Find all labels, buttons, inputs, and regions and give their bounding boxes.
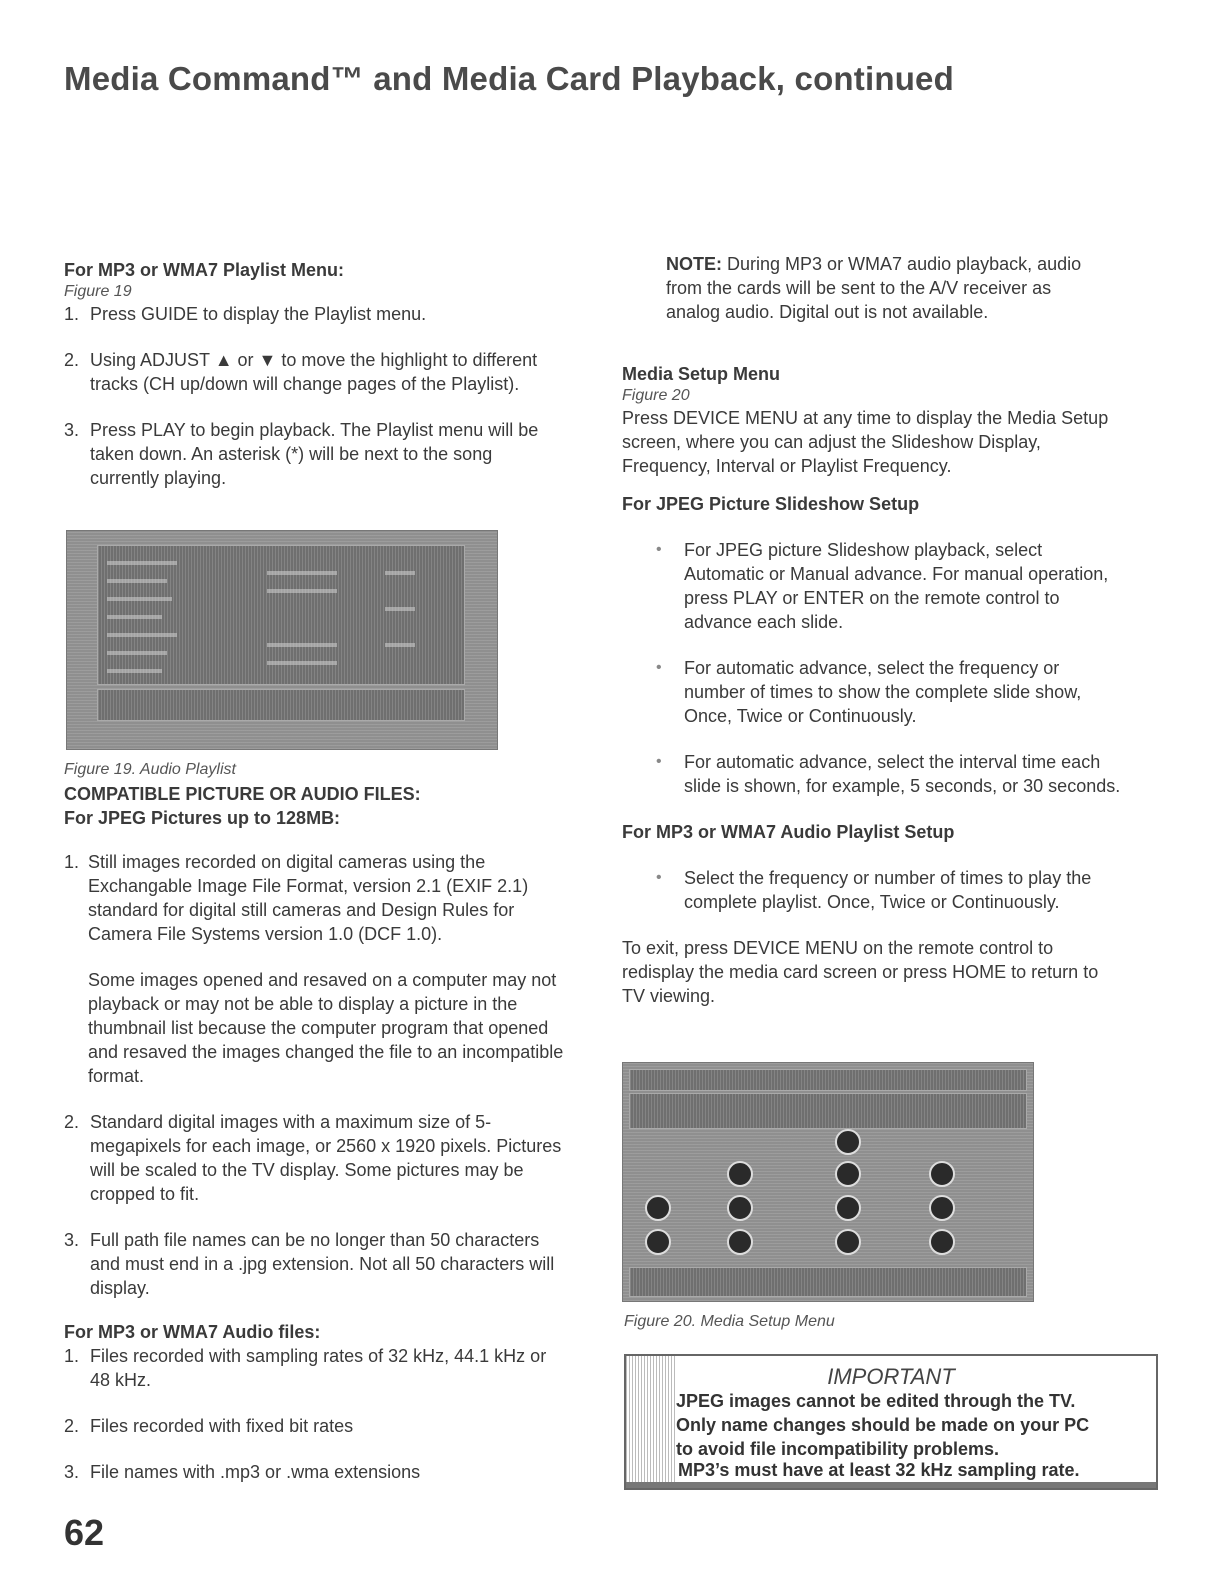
list-item-text: File names with .mp3 or .wma extensions [90, 1462, 421, 1482]
important-box-bottom-bar [626, 1482, 1156, 1488]
radio-button-icon [645, 1229, 671, 1255]
list-item-text: Full path file names can be no longer than 50 characters and must end in a .jpg extension. Not all 50 characters will display. [90, 1230, 555, 1298]
note-text: During MP3 or WMA7 audio playback, audio from the cards will be sent to the A/V receiver as analog audio. Digital out is not available. [666, 254, 1082, 322]
jpeg-items [64, 850, 564, 1300]
figure-20-caption: Figure 20. Media Setup Menu [624, 1313, 835, 1330]
playlist-figure-ref: Figure 19 [64, 283, 132, 300]
list-item-text: Standard digital images with a maximum size of 5-megapixels for each image, or 2560 x 1920 pixels. Pictures will be scaled to the TV display. Some pictures may be cropped to fit. [90, 1112, 562, 1204]
important-title: IMPORTANT [827, 1364, 955, 1389]
list-item-text: Still images recorded on digital cameras using the Exchangable Image File Format, version 2.1 (EXIF 2.1) standard for digital still cameras and Design Rules for Camera File Systems version 1.0 (DCF 1.0). [88, 852, 529, 944]
setup-help-text [629, 1093, 1027, 1129]
jpeg-setup-bullets [622, 538, 1122, 798]
list-item: 2. Standard digital images with a maximum size of 5-megapixels for each image, or 2560 x 1920 pixels. Pictures will be scaled to the TV display. Some pictures may be cropped to fit. [64, 1112, 562, 1204]
list-item-text: Using ADJUST ▲ or ▼ to move the highlight to different tracks (CH up/down will change pages of the Playlist). [90, 350, 538, 394]
list-item-text: Files recorded with fixed bit rates [90, 1416, 354, 1436]
radio-button-icon [645, 1195, 671, 1221]
audio-heading: For MP3 or WMA7 Audio files: [64, 1322, 321, 1342]
setup-figure-ref: Figure 20 [622, 387, 690, 404]
list-item-text: Press GUIDE to display the Playlist menu. [90, 304, 427, 324]
note-label: NOTE: [666, 254, 722, 274]
list-item-text: Press PLAY to begin playback. The Playlist menu will be taken down. An asterisk (*) will be next to the song currently playing. [90, 420, 539, 488]
radio-button-icon [835, 1229, 861, 1255]
playlist-steps [64, 302, 564, 490]
exit-text: To exit, press DEVICE MENU on the remote control to redisplay the media card screen or press HOME to return to TV viewing. [622, 938, 1099, 1006]
list-item: 1. Press GUIDE to display the Playlist menu. [64, 304, 427, 324]
list-item: 3. File names with .mp3 or .wma extensions [64, 1462, 421, 1482]
jpeg-setup-heading: For JPEG Picture Slideshow Setup [622, 494, 920, 514]
radio-button-icon [929, 1229, 955, 1255]
playlist-heading: For MP3 or WMA7 Playlist Menu: [64, 260, 345, 280]
radio-button-icon [929, 1195, 955, 1221]
radio-button-icon [727, 1229, 753, 1255]
page-title: Media Command™ and Media Card Playback, continued [64, 60, 954, 97]
audio-items [64, 1344, 564, 1484]
radio-button-icon [835, 1195, 861, 1221]
page-number: 62 [64, 1512, 105, 1553]
list-item: • For automatic advance, select the interval time each slide is shown, for example, 5 seconds, or 30 seconds. [622, 750, 1122, 798]
list-item: 2. Files recorded with fixed bit rates [64, 1416, 354, 1436]
list-item: 2. Using ADJUST ▲ or ▼ to move the highlight to different tracks (CH up/down will change pages of the Playlist). [64, 350, 538, 394]
important-line: JPEG images cannot be edited through the TV. [676, 1391, 1076, 1411]
compat-section [64, 782, 564, 1484]
playlist-help-bar [97, 689, 465, 721]
list-item-text: Files recorded with sampling rates of 32 kHz, 44.1 kHz or 48 kHz. [90, 1346, 547, 1390]
important-line: Only name changes should be made on your PC [676, 1415, 1090, 1435]
list-item: • Select the frequency or number of times to play the complete playlist. Once, Twice or Continuously. [622, 866, 1122, 914]
note-block [666, 252, 1106, 324]
audio-setup-bullets [622, 866, 1122, 914]
radio-button-icon [929, 1161, 955, 1187]
list-item: • For automatic advance, select the frequency or number of times to show the complete slide show, Once, Twice or Continuously. [622, 656, 1122, 728]
setup-category-bar [629, 1267, 1027, 1297]
list-item: 1. Still images recorded on digital cameras using the Exchangable Image File Format, version 2.1 (EXIF 2.1) standard for digital still cameras and Design Rules for Camera File Systems version 1.0 (DCF 1.0). Some images opened and resaved on a computer may not playback or may not be able to display a picture in the thumbnail list because the computer program that opened and resaved the images changed the file to an incompatible format. [64, 852, 564, 1086]
list-item: 3. Press PLAY to begin playback. The Playlist menu will be taken down. An asterisk (*) will be next to the song currently playing. [64, 420, 539, 488]
setup-text: Press DEVICE MENU at any time to display the Media Setup screen, where you can adjust the Slideshow Display, Frequency, Interval or Playlist Frequency. [622, 408, 1109, 476]
right-column [622, 362, 1122, 1008]
radio-button-icon [727, 1195, 753, 1221]
list-item: 1. Files recorded with sampling rates of 32 kHz, 44.1 kHz or 48 kHz. [64, 1346, 547, 1390]
left-column [64, 258, 564, 490]
audio-playlist-screenshot [66, 530, 498, 750]
radio-button-icon [835, 1129, 861, 1155]
important-box [624, 1354, 1158, 1490]
jpeg-note: Some images opened and resaved on a computer may not playback or may not be able to display a picture in the thumbnail list because the computer program that opened and resaved the images changed the file to an incompatible format. [88, 970, 564, 1086]
list-item: 3. Full path file names can be no longer than 50 characters and must end in a .jpg extension. Not all 50 characters will display. [64, 1230, 555, 1298]
radio-button-icon [727, 1161, 753, 1187]
important-text [676, 1389, 1089, 1461]
setup-title-bar [629, 1069, 1027, 1091]
jpeg-heading: For JPEG Pictures up to 128MB: [64, 808, 341, 828]
audio-setup-heading: For MP3 or WMA7 Audio Playlist Setup [622, 822, 955, 842]
radio-button-icon [835, 1161, 861, 1187]
important-line: to avoid file incompatibility problems. [676, 1439, 1000, 1459]
figure-19-caption: Figure 19. Audio Playlist [64, 761, 236, 778]
setup-heading: Media Setup Menu [622, 364, 781, 384]
media-setup-screenshot [622, 1062, 1034, 1302]
list-item: • For JPEG picture Slideshow playback, select Automatic or Manual advance. For manual operation, press PLAY or ENTER on the remote control to advance each slide. [622, 538, 1122, 634]
important-line: MP3’s must have at least 32 kHz sampling rate. [678, 1460, 1080, 1480]
compat-heading: COMPATIBLE PICTURE OR AUDIO FILES: [64, 784, 421, 804]
